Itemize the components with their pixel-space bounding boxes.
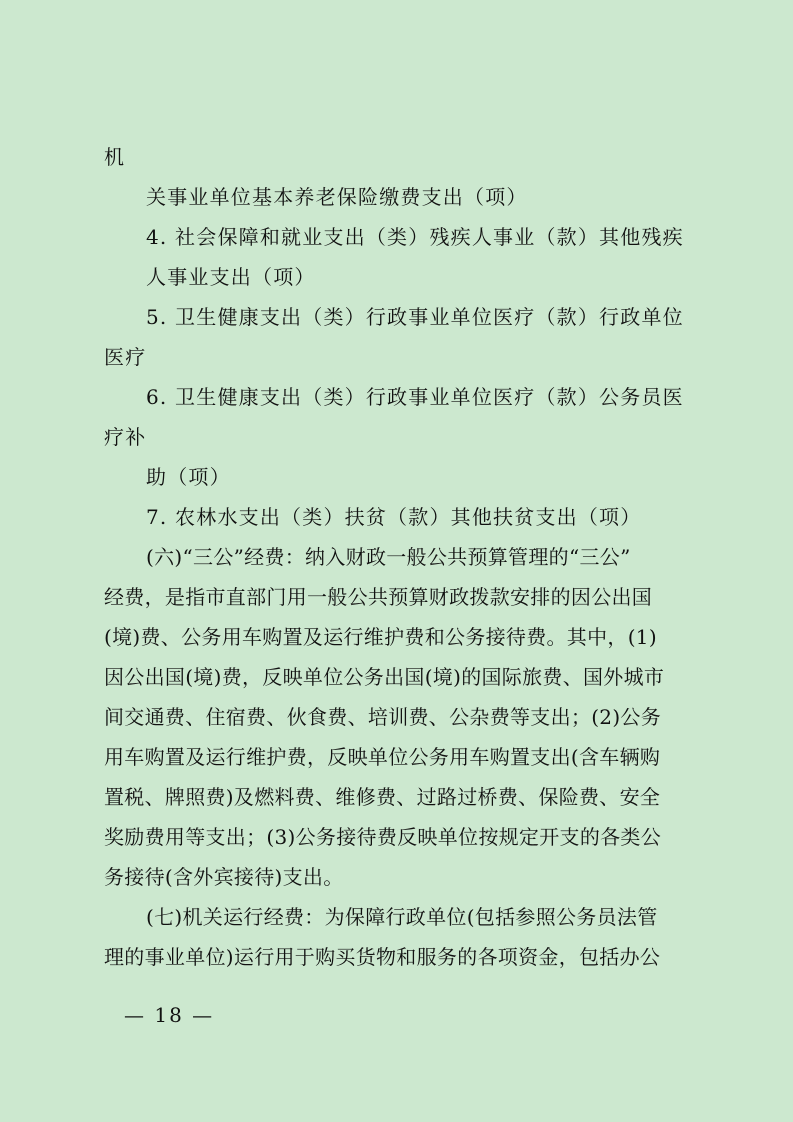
list-item-4: 4. 社会保障和就业支出（类）残疾人事业（款）其他残疾 (146, 225, 684, 249)
paragraph-line: 奖励费用等支出；(3)公务接待费反映单位按规定开支的各类公 (104, 825, 662, 849)
section-heading-six: (六)“三公”经费：纳入财政一般公共预算管理的“三公” (146, 545, 631, 569)
list-item-7: 7. 农林水支出（类）扶贫（款）其他扶贫支出（项） (146, 505, 642, 529)
paragraph-line: 用车购置及运行维护费，反映单位公务用车购置支出(含车辆购 (104, 745, 661, 769)
paragraph-line: (境)费、公务用车购置及运行维护费和公务接待费。其中，(1) (104, 625, 657, 649)
section-heading-seven: (七)机关运行经费：为保障行政单位(包括参照公务员法管 (146, 905, 658, 929)
text-line: 关事业单位基本养老保险缴费支出（项） (146, 185, 528, 209)
text-line: 助（项） (146, 465, 231, 489)
paragraph-line: 经费，是指市直部门用一般公共预算财政拨款安排的因公出国 (104, 585, 653, 609)
list-item-5: 5. 卫生健康支出（类）行政事业单位医疗（款）行政单位 (146, 305, 684, 329)
paragraph-line: 因公出国(境)费，反映单位公务出国(境)的国际旅费、国外城市 (104, 665, 665, 689)
page-number: — 18 — (124, 1003, 215, 1027)
paragraph-line: 间交通费、住宿费、伙食费、培训费、公杂费等支出；(2)公务 (104, 705, 662, 729)
text-line: 疗补 (104, 425, 147, 449)
paragraph-line: 置税、牌照费)及燃料费、维修费、过路过桥费、保险费、安全 (104, 785, 661, 809)
text-line: 人事业支出（项） (146, 265, 316, 289)
text-line: 机 (104, 145, 126, 169)
paragraph-line: 理的事业单位)运行用于购买货物和服务的各项资金，包括办公 (104, 945, 661, 969)
list-item-6: 6. 卫生健康支出（类）行政事业单位医疗（款）公务员医 (146, 385, 684, 409)
text-line: 医疗 (104, 345, 147, 369)
paragraph-line: 务接待(含外宾接待)支出。 (104, 865, 344, 889)
